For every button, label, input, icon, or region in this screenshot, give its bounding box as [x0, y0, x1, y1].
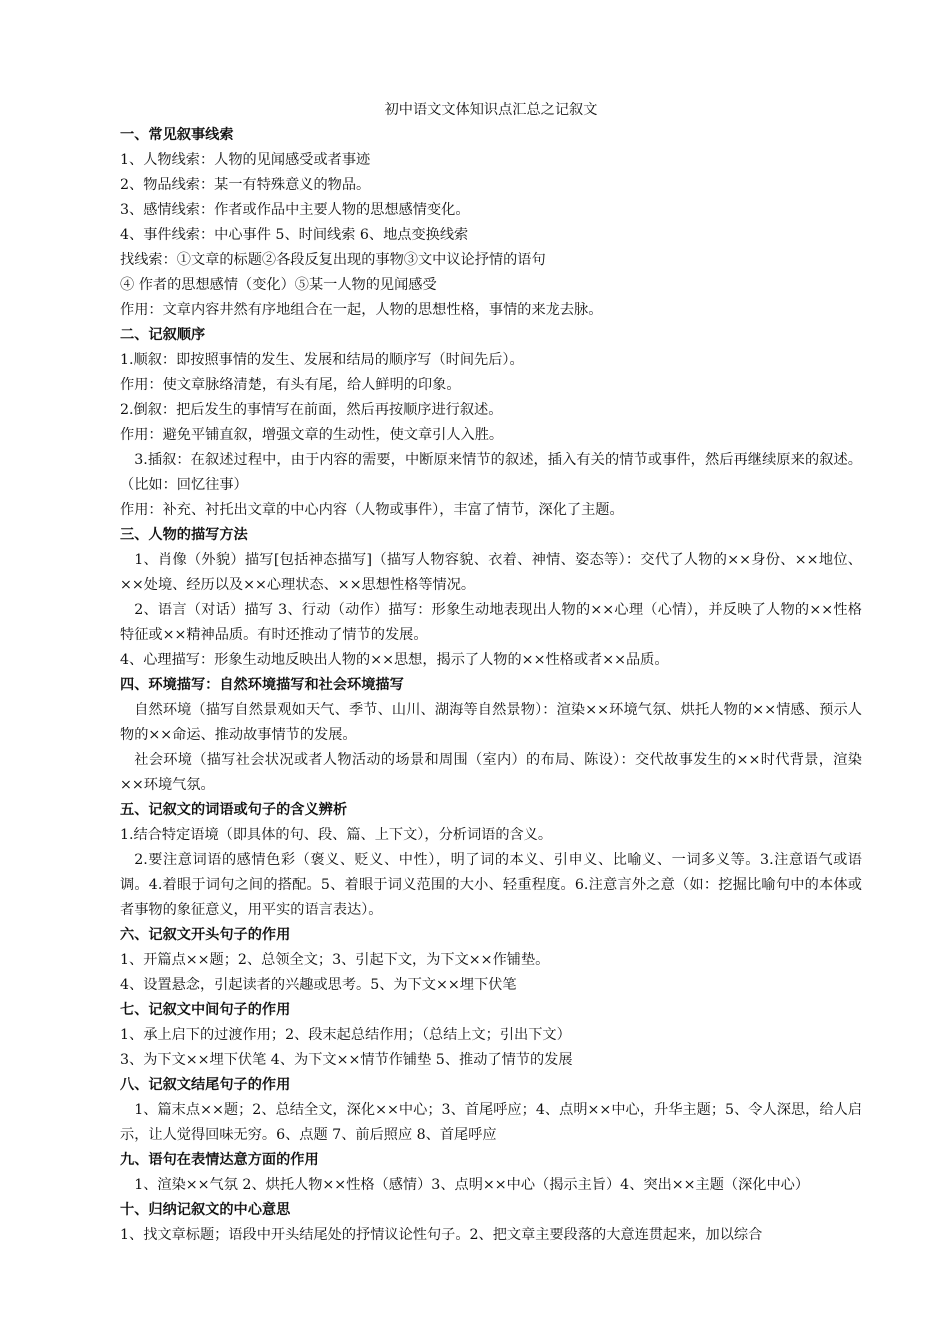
paragraph: 作用：补充、衬托出文章的中心内容（人物或事件），丰富了情节，深化了主题。 [120, 502, 624, 518]
paragraph: 1.顺叙：即按照事情的发生、发展和结局的顺序写（时间先后）。 [120, 352, 524, 368]
paragraph: 作用：文章内容井然有序地组合在一起，人物的思想性格，事情的来龙去脉。 [120, 302, 603, 318]
section-heading: 九、语句在表情达意方面的作用 [120, 1152, 319, 1168]
paragraph: 社会环境（描写社会状况或者人物活动的场景和周围（室内）的布局、陈设）：交代故事发生的××时代背景，渲染××环境气氛。 [120, 752, 862, 793]
document-title: 初中语文文体知识点汇总之记叙文 [384, 102, 598, 118]
paragraph: 1、找文章标题；语段中开头结尾处的抒情议论性句子。2、把文章主要段落的大意连贯起来，加以综合 [120, 1227, 763, 1243]
section-heading: 三、人物的描写方法 [120, 527, 248, 543]
paragraph: 1、肖像（外貌）描写[包括神态描写]（描写人物容貌、衣着、神情、姿态等）：交代了人物的××身份、××地位、××处境、经历以及××心理状态、××思想性格等情况。 [120, 552, 862, 593]
section-heading: 七、记叙文中间句子的作用 [120, 1002, 291, 1018]
paragraph: 3、为下文××埋下伏笔 4、为下文××情节作铺垫 5、推动了情节的发展 [120, 1052, 573, 1068]
section-heading: 六、记叙文开头句子的作用 [120, 927, 291, 943]
section-heading: 四、环境描写：自然环境描写和社会环境描写 [120, 677, 404, 693]
paragraph: 作用：避免平铺直叙，增强文章的生动性，使文章引人入胜。 [120, 427, 504, 443]
paragraph: 2.倒叙：把后发生的事情写在前面，然后再按顺序进行叙述。 [120, 402, 503, 418]
paragraph: 1、开篇点××题；2、总领全文；3、引起下文，为下文××作铺垫。 [120, 952, 550, 968]
paragraph: 4、设置悬念，引起读者的兴趣或思考。5、为下文××埋下伏笔 [120, 977, 517, 993]
paragraph: 1、篇末点××题；2、总结全文，深化××中心；3、首尾呼应；4、点明××中心，升华主题；5、令人深思，给人启示，让人觉得回味无穷。6、点题 7、前后照应 8、首尾呼应 [120, 1102, 862, 1143]
paragraph: 1、渲染××气氛 2、烘托人物××性格（感情）3、点明××中心（揭示主旨）4、突出××主题（深化中心） [134, 1177, 810, 1193]
paragraph: 作用：使文章脉络清楚，有头有尾，给人鲜明的印象。 [120, 377, 461, 393]
paragraph: 找线索：①文章的标题②各段反复出现的事物③文中议论抒情的语句 [120, 252, 546, 268]
paragraph: 3、感情线索：作者或作品中主要人物的思想感情变化。 [120, 202, 470, 218]
paragraph: 1.结合特定语境（即具体的句、段、篇、上下文），分析词语的含义。 [120, 827, 553, 843]
paragraph: 4、心理描写：形象生动地反映出人物的××思想，揭示了人物的××性格或者××品质。 [120, 652, 669, 668]
section-heading: 十、归纳记叙文的中心意思 [120, 1202, 291, 1218]
section-heading: 二、记叙顺序 [120, 327, 206, 343]
paragraph: 2、语言（对话）描写 3、行动（动作）描写：形象生动地表现出人物的××心理（心情），并反映了人物的××性格特征或××精神品质。有时还推动了情节的发展。 [120, 602, 862, 643]
paragraph: ④ 作者的思想感情（变化）⑤某一人物的见闻感受 [120, 277, 437, 293]
section-heading: 一、常见叙事线索 [120, 127, 234, 143]
paragraph: 4、事件线索：中心事件 5、时间线索 6、地点变换线索 [120, 227, 469, 243]
paragraph: 3.插叙：在叙述过程中，由于内容的需要，中断原来情节的叙述，插入有关的情节或事件，然后再继续原来的叙述。（比如：回忆往事） [120, 452, 862, 493]
section-heading: 五、记叙文的词语或句子的含义辨析 [120, 802, 348, 818]
document-body [120, 98, 862, 1248]
section-heading: 八、记叙文结尾句子的作用 [120, 1077, 291, 1093]
paragraph: 自然环境（描写自然景观如天气、季节、山川、湖海等自然景物）：渲染××环境气氛、烘托人物的××情感、预示人物的××命运、推动故事情节的发展。 [120, 702, 862, 743]
paragraph: 2、物品线索：某一有特殊意义的物品。 [120, 177, 371, 193]
paragraph: 1、承上启下的过渡作用；2、段末起总结作用；（总结上文；引出下文） [120, 1027, 571, 1043]
paragraph: 1、人物线索：人物的见闻感受或者事迹 [120, 152, 371, 168]
paragraph: 2.要注意词语的感情色彩（褒义、贬义、中性），明了词的本义、引申义、比喻义、一词多义等。3.注意语气或语调。4.着眼于词句之间的搭配。5、着眼于词义范围的大小、轻重程度。6.注意言外之意（如：挖掘比喻句中的本体或者事物的象征意义，用平实的语言表达）。 [120, 852, 862, 918]
